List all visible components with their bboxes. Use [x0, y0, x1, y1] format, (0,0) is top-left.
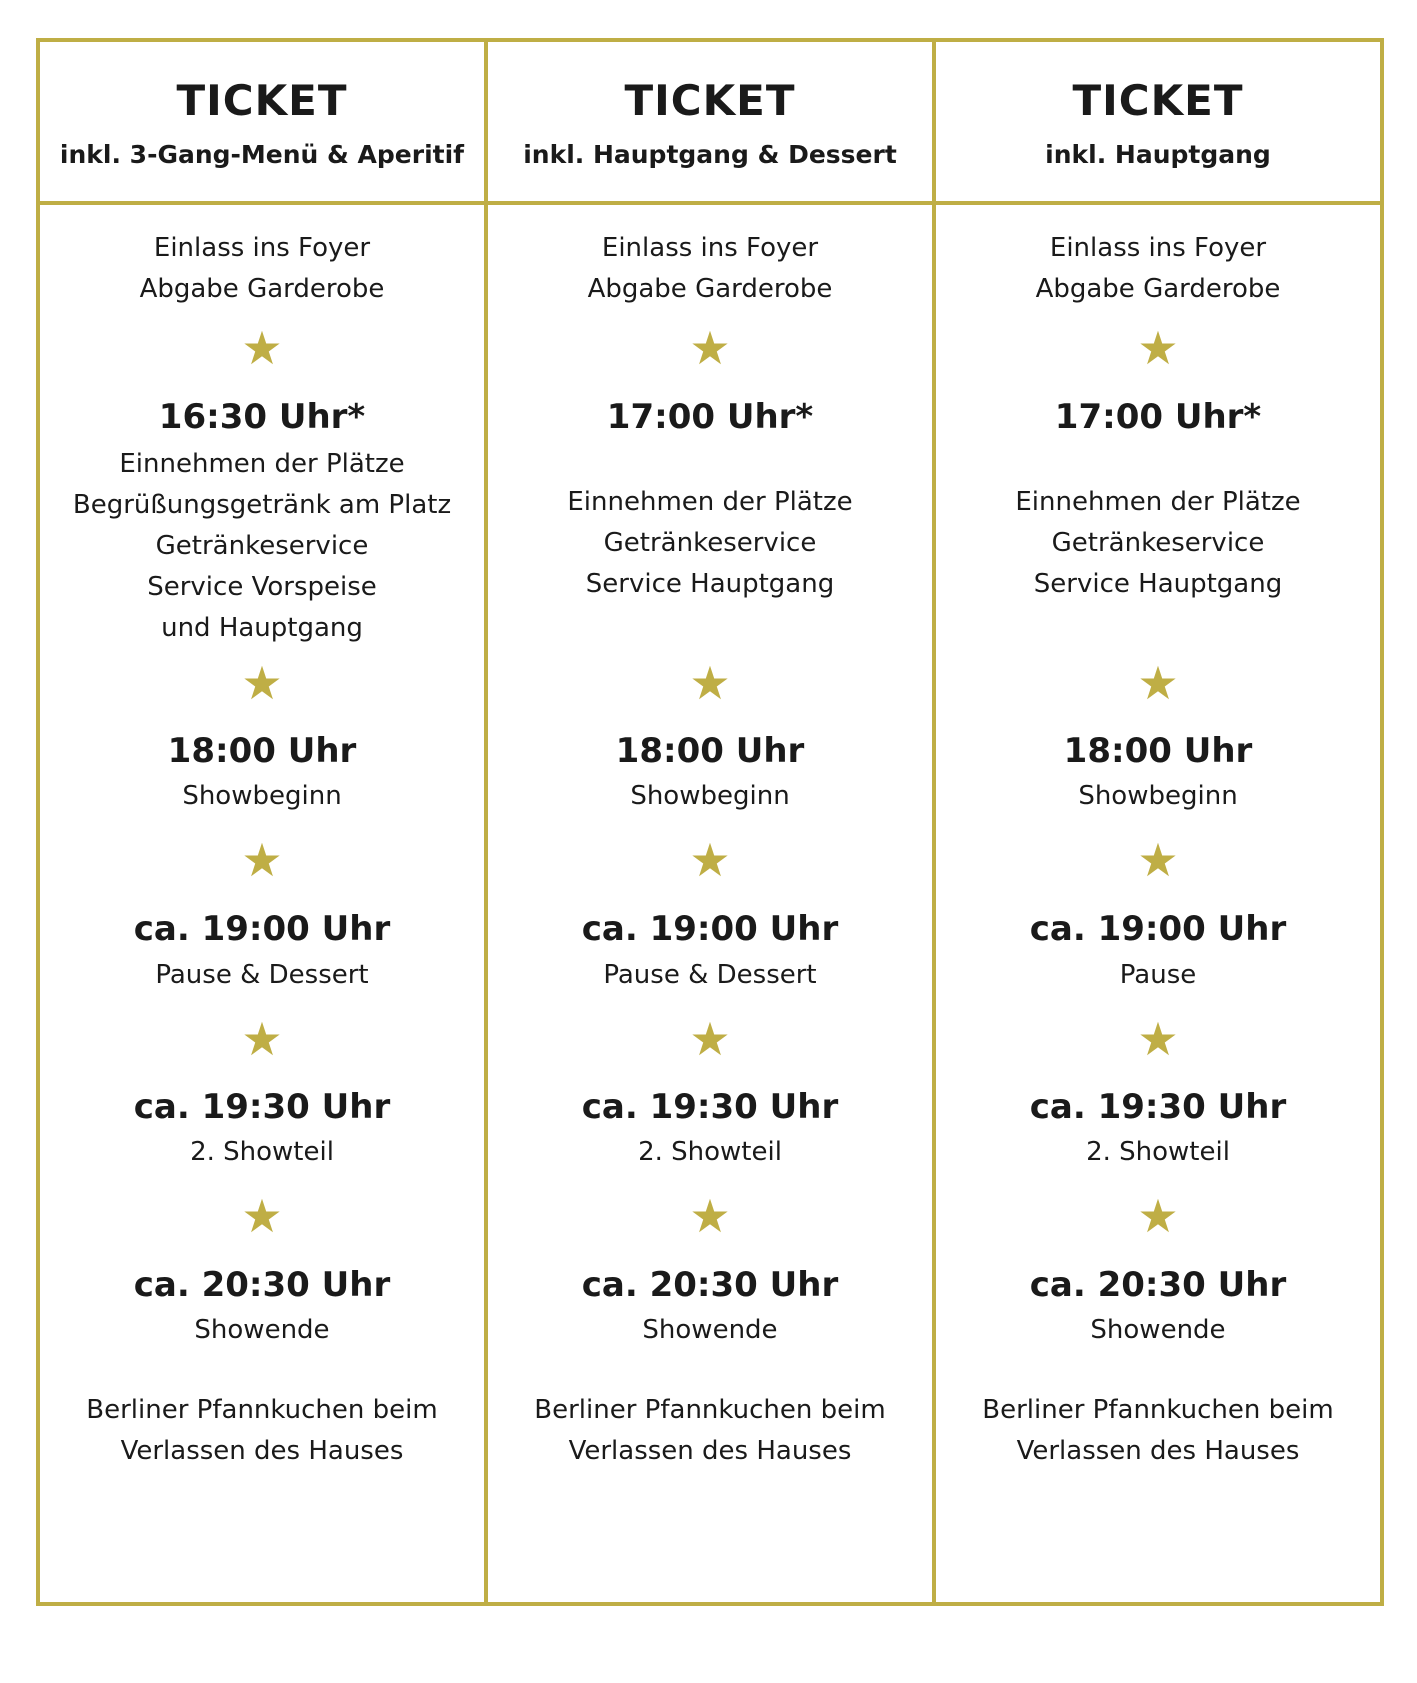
time-label: ca. 19:30 Uhr: [581, 1087, 839, 1127]
time-label: ca. 19:00 Uhr: [581, 909, 839, 949]
event-text: Showbeginn: [182, 781, 342, 811]
event-text: Showbeginn: [630, 781, 790, 811]
footer-line: Berliner Pfannkuchen beim: [86, 1395, 438, 1425]
detail-line: Einnehmen der Plätze: [119, 449, 405, 479]
ticket-header: [936, 42, 1380, 205]
event-text: 2. Showteil: [1086, 1137, 1230, 1167]
time-label: 17:00 Uhr*: [1054, 397, 1262, 437]
event-text: Showende: [194, 1315, 330, 1345]
star-icon: ★: [241, 1012, 283, 1066]
footer-line: Berliner Pfannkuchen beim: [534, 1395, 886, 1425]
time-label: 16:30 Uhr*: [158, 397, 366, 437]
star-icon: ★: [1137, 1189, 1179, 1243]
event-text: Showende: [1090, 1315, 1226, 1345]
event-text: Pause & Dessert: [155, 960, 369, 990]
star-icon: ★: [1137, 656, 1179, 710]
ticket-subtitle: inkl. Hauptgang & Dessert: [523, 140, 897, 169]
time-label: ca. 20:30 Uhr: [133, 1265, 391, 1305]
star-icon: ★: [689, 656, 731, 710]
detail-line: Service Hauptgang: [1033, 569, 1283, 599]
time-label: ca. 20:30 Uhr: [1029, 1265, 1287, 1305]
star-icon: ★: [1137, 321, 1179, 375]
footer-block: [40, 1390, 484, 1472]
entry-line: Einlass ins Foyer: [153, 233, 371, 263]
details-block: [936, 482, 1380, 605]
star-icon: ★: [241, 656, 283, 710]
star-icon: ★: [241, 321, 283, 375]
footer-line: Berliner Pfannkuchen beim: [982, 1395, 1334, 1425]
time-label: ca. 19:30 Uhr: [1029, 1087, 1287, 1127]
detail-line: Einnehmen der Plätze: [567, 487, 853, 517]
ticket-column-3: [932, 42, 1380, 1602]
entry-block: [936, 228, 1380, 310]
star-icon: ★: [689, 833, 731, 887]
detail-line: und Hauptgang: [161, 613, 363, 643]
entry-line: Abgabe Garderobe: [1035, 274, 1281, 304]
star-icon: ★: [689, 1012, 731, 1066]
time-label: 17:00 Uhr*: [606, 397, 814, 437]
event-text: Pause: [1119, 960, 1197, 990]
entry-block: [488, 228, 932, 310]
entry-line: Einlass ins Foyer: [1049, 233, 1267, 263]
ticket-subtitle: inkl. 3-Gang-Menü & Aperitif: [59, 140, 465, 169]
time-label: ca. 19:30 Uhr: [133, 1087, 391, 1127]
detail-line: Service Hauptgang: [585, 569, 835, 599]
star-icon: ★: [1137, 833, 1179, 887]
time-label: ca. 20:30 Uhr: [581, 1265, 839, 1305]
time-label: ca. 19:00 Uhr: [1029, 909, 1287, 949]
entry-line: Abgabe Garderobe: [587, 274, 833, 304]
footer-line: Verlassen des Hauses: [1016, 1436, 1300, 1466]
ticket-subtitle: inkl. Hauptgang: [1045, 140, 1271, 169]
entry-line: Abgabe Garderobe: [139, 274, 385, 304]
ticket-header: [488, 42, 932, 205]
details-block: [488, 482, 932, 605]
ticket-title: TICKET: [176, 76, 348, 125]
event-text: Showbeginn: [1078, 781, 1238, 811]
ticket-column-2: [484, 42, 932, 1602]
star-icon: ★: [241, 833, 283, 887]
footer-block: [936, 1390, 1380, 1472]
ticket-header: [40, 42, 484, 205]
star-icon: ★: [689, 321, 731, 375]
star-icon: ★: [241, 1189, 283, 1243]
ticket-title: TICKET: [624, 76, 796, 125]
footer-line: Verlassen des Hauses: [120, 1436, 404, 1466]
star-icon: ★: [689, 1189, 731, 1243]
ticket-title: TICKET: [1072, 76, 1244, 125]
detail-line: Service Vorspeise: [147, 572, 377, 602]
footer-line: Verlassen des Hauses: [568, 1436, 852, 1466]
details-block: [40, 444, 484, 649]
entry-line: Einlass ins Foyer: [601, 233, 819, 263]
event-text: Showende: [642, 1315, 778, 1345]
ticket-table: [36, 38, 1384, 1606]
time-label: 18:00 Uhr: [167, 731, 357, 771]
time-label: 18:00 Uhr: [615, 731, 805, 771]
detail-line: Getränkeservice: [603, 528, 817, 558]
event-text: 2. Showteil: [190, 1137, 334, 1167]
time-label: ca. 19:00 Uhr: [133, 909, 391, 949]
detail-line: Getränkeservice: [1051, 528, 1265, 558]
ticket-column-1: [40, 42, 484, 1602]
event-text: Pause & Dessert: [603, 960, 817, 990]
time-label: 18:00 Uhr: [1063, 731, 1253, 771]
footer-block: [488, 1390, 932, 1472]
detail-line: Getränkeservice: [155, 531, 369, 561]
event-text: 2. Showteil: [638, 1137, 782, 1167]
star-icon: ★: [1137, 1012, 1179, 1066]
entry-block: [40, 228, 484, 310]
detail-line: Begrüßungsgetränk am Platz: [72, 490, 452, 520]
detail-line: Einnehmen der Plätze: [1015, 487, 1301, 517]
